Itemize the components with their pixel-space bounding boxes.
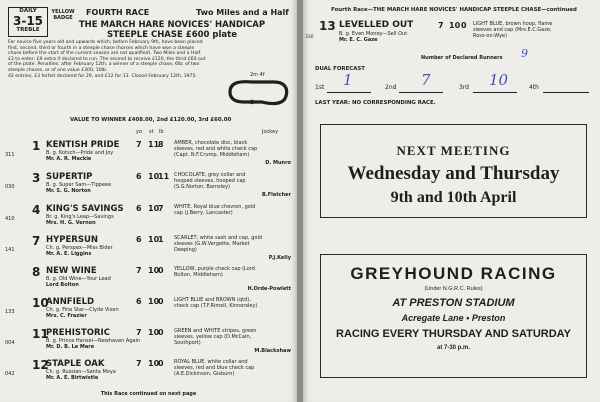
runner-form: 141 xyxy=(5,247,15,253)
runner-name: STAPLE OAK xyxy=(46,359,105,369)
runner-form: 133 xyxy=(5,309,15,315)
runner-number: 13 xyxy=(319,19,336,33)
place-4th-label: 4th xyxy=(529,84,539,91)
runner-number: 7 xyxy=(32,234,41,248)
place-1st-label: 1st xyxy=(315,84,325,91)
place-1st-handwritten: 1 xyxy=(343,71,353,89)
runner-pounds: 0 xyxy=(158,266,164,275)
runner-colours: WHITE, Royal blue chevron, gold cap (J.Berry, Lancaster) xyxy=(174,204,256,216)
runner-number: 10 xyxy=(32,296,49,310)
runner-pounds: 0 xyxy=(158,359,164,368)
runner-name: NEW WINE xyxy=(46,266,97,276)
race-title xyxy=(54,20,290,40)
runner-number: 1 xyxy=(32,139,41,153)
runner-colours: YELLOW, purple check cap (Lord Bolton, Middleham) xyxy=(174,266,255,278)
runner-name: KING'S SAVINGS xyxy=(46,204,124,214)
runner-age: 7 xyxy=(136,328,142,337)
runner-form: 410 xyxy=(5,216,15,222)
course-label: 2m 4f xyxy=(250,72,265,78)
runner-pedigree: Ch. g. Perspex—Miss Bider xyxy=(46,245,113,251)
conditions-text: For novice five years old and upwards which, before February 9th, have been placed first, second, third or fourth in a steeple chase (horses which have won a steeple chase before the start of the current season are not qualified). Two Miles and a Half. £3 to enter; £9 extra if declared to run. The second to receive £120, the third £60 out of the plate. Penalties: after February 12th, a winner of a steeple chase, 6lb; of two steeple chases, or of one value £300, 10lb. xyxy=(8,40,206,73)
right-page xyxy=(303,0,600,402)
runner-age: 6 xyxy=(136,297,142,306)
runner-name: SUPERTIP xyxy=(46,172,93,182)
next-meeting-box xyxy=(320,124,587,218)
runner-form: 330 xyxy=(305,35,314,40)
place-1st-line xyxy=(327,92,371,93)
runner-owner: Mr. E. C. Gaze xyxy=(339,37,378,43)
runner-number: 3 xyxy=(32,171,41,185)
continued-note: This Race continued on next page xyxy=(100,391,197,397)
declared-runners-label: Number of Declared Runners xyxy=(421,55,503,61)
runner-owner: Mr. S. G. Norton xyxy=(46,188,91,194)
runner-jockey: H.Orde-Powlett xyxy=(247,286,291,292)
runner-stones: 10 xyxy=(148,172,160,181)
runner-pounds: 1 xyxy=(158,235,164,244)
runner-pounds: 0 xyxy=(461,21,467,30)
runner-number: 12 xyxy=(32,358,49,372)
place-2nd-label: 2nd xyxy=(385,84,397,91)
race-distance: Two Miles and a Half xyxy=(196,8,289,17)
runner-stones: 10 xyxy=(449,21,461,30)
runner-row xyxy=(0,202,297,236)
runner-name: LEVELLED OUT xyxy=(339,20,414,30)
greyhound-address: Acregate Lane • Preston xyxy=(401,313,506,323)
runner-row xyxy=(0,264,297,298)
runner-stones: 10 xyxy=(148,297,160,306)
runner-colours: AMBER, chocolate disc, black sleeves, red and white check cap (Capt. N.F.Crump, Middleham) xyxy=(174,140,258,158)
runner-number: 11 xyxy=(32,327,49,341)
runner-colours: LIGHT BLUE, brown hoop, flame sleeves and cap (Mrs.E.C.Gaze, Ross-on-Wye) xyxy=(473,21,553,39)
runner-pedigree: Br. g. King's Leap—Savings xyxy=(46,214,114,220)
runner-name: KENTISH PRIDE xyxy=(46,140,120,150)
runner-pounds: 0 xyxy=(158,297,164,306)
runner-stones: 10 xyxy=(148,359,160,368)
yellow-badge-label: YELLOW BADGE xyxy=(51,9,75,21)
daily-treble-box xyxy=(8,7,48,37)
runner-pounds: 7 xyxy=(158,204,164,213)
col-jockey-header: Jockey xyxy=(262,129,279,135)
left-page xyxy=(0,0,297,402)
place-2nd-handwritten: 7 xyxy=(421,71,431,89)
runner-owner: Mrs. H. G. Vernon xyxy=(46,220,96,226)
runner-pedigree: B. g. Old Wine—Your Lead xyxy=(46,276,111,282)
runner-pedigree: B. g. Super Sam—Tippeee xyxy=(46,182,112,188)
runner-jockey: B.Fletcher xyxy=(261,192,291,198)
runner-row xyxy=(0,357,297,391)
race-number: FOURTH RACE xyxy=(86,8,150,17)
runner-age: 6 xyxy=(136,172,142,181)
runner-number: 4 xyxy=(32,203,41,217)
runner-form: 042 xyxy=(5,371,15,377)
place-4th-line xyxy=(543,92,589,93)
runner-age: 7 xyxy=(136,359,142,368)
greyhound-title: GREYHOUND RACING xyxy=(350,264,557,283)
runner-row xyxy=(0,138,297,172)
runner-pedigree: B. g. Prince Hansel—Newhaven Again xyxy=(46,338,141,344)
col-age-header: yo xyxy=(136,129,143,135)
runner-owner: Mr. A. E. Birtwistle xyxy=(46,375,99,381)
runner-pedigree: B. g. Kotsch—Pride and Joy xyxy=(46,150,114,156)
col-lb-header: lb xyxy=(159,129,164,135)
runner-row xyxy=(0,233,297,267)
col-st-header: st xyxy=(149,129,154,135)
runner-name: PREHISTORIC xyxy=(46,328,110,338)
greyhound-rules: (Under N.G.R.C. Rules) xyxy=(424,286,483,292)
runner-pedigree: Ch. g. Russian—Santa Moya xyxy=(46,369,116,375)
race-title-line2: STEEPLE CHASE £600 plate xyxy=(107,30,237,40)
runner-stones: 11 xyxy=(148,140,160,149)
runner-row xyxy=(0,295,297,329)
runner-age: 6 xyxy=(136,235,142,244)
place-3rd-handwritten: 10 xyxy=(489,71,509,89)
runner-age: 6 xyxy=(136,204,142,213)
runner-number: 8 xyxy=(32,265,41,279)
greyhound-advert-box xyxy=(320,254,587,378)
race-conditions xyxy=(8,40,208,79)
entries-note: 42 entries, £3 forfeit declared for 29, and £12 for 13. Closed February 12th, 1975. xyxy=(8,73,197,79)
declared-runners-handwritten: 9 xyxy=(521,47,528,60)
runner-age: 7 xyxy=(136,266,142,275)
runner-row xyxy=(0,170,297,204)
runner-age: 7 xyxy=(438,21,444,30)
next-meeting-dates: 9th and 10th April xyxy=(390,189,517,206)
next-meeting-days: Wednesday and Thursday xyxy=(347,163,560,184)
runner-jockey: M.Blackshaw xyxy=(254,348,291,354)
winning-post-icon xyxy=(250,100,254,104)
continued-header: Fourth Race—THE MARCH HARE NOVICES' HANDICAP STEEPLE CHASE—continued xyxy=(331,7,577,13)
runner-jockey: D. Munro xyxy=(265,160,291,166)
runner-colours: LIGHT BLUE and BROWN (qtd), check cap (T.F.Rimell, Kinnersley) xyxy=(174,297,258,309)
runner-form: 311 xyxy=(5,152,15,158)
runner-stones: 10 xyxy=(148,235,160,244)
runner-pounds: 0 xyxy=(158,328,164,337)
box-line-1: DAILY xyxy=(19,8,37,14)
greyhound-days: RACING EVERY THURSDAY AND SATURDAY xyxy=(336,328,571,340)
place-2nd-line xyxy=(399,92,443,93)
runner-pounds: 11 xyxy=(158,172,170,181)
box-line-3: TREBLE xyxy=(16,27,40,33)
runner-age: 7 xyxy=(136,140,142,149)
runner-owner: Mr. D. B. Le Mare xyxy=(46,344,95,350)
race-title-line1: THE MARCH HARE NOVICES' HANDICAP xyxy=(78,20,266,30)
runner-pounds: 8 xyxy=(158,140,164,149)
runner-pedigree: B. g. Even Money—Sell Out xyxy=(339,31,408,37)
runner-stones: 10 xyxy=(148,266,160,275)
runner-owner: Mr. A. E. Liggins xyxy=(46,251,92,257)
runner-jockey: P.J.Kelly xyxy=(268,255,291,261)
runner-stones: 10 xyxy=(148,328,160,337)
runner-owner: Mrs. C. Frazier xyxy=(46,313,87,319)
dual-forecast-label: DUAL FORECAST xyxy=(315,66,365,72)
runner-colours: SCARLET, white sash and cap, gold sleeves (G.W.Vergette, Market Deeping) xyxy=(174,235,263,253)
next-meeting-title: NEXT MEETING xyxy=(396,143,511,158)
runner-stones: 10 xyxy=(148,204,160,213)
runner-colours: ROYAL BLUE, white collar and sleeves, red and blue check cap (A.E.Dickinson, Gisburn) xyxy=(174,359,255,377)
runner-name: ANNFIELD xyxy=(46,297,95,307)
race-value: VALUE TO WINNER £408.00, 2nd £120.00, 3rd £60.00 xyxy=(70,117,232,123)
runner-owner: Mr. A. R. Mackie xyxy=(46,156,92,162)
runner-row xyxy=(0,326,297,360)
runner-row xyxy=(303,19,600,49)
course-map-icon xyxy=(222,78,292,108)
runner-name: HYPERSUN xyxy=(46,235,98,245)
greyhound-time: at 7-30 p.m. xyxy=(436,345,470,351)
runner-colours: CHOCOLATE, grey collar and hooped sleeves, hooped cap (S.G.Norton, Barnsley) xyxy=(174,172,246,190)
runner-form: 030 xyxy=(5,184,15,190)
box-line-2: 3-15 xyxy=(12,14,44,28)
runner-form: 004 xyxy=(5,340,15,346)
runner-owner: Lord Bolton xyxy=(46,282,79,288)
place-3rd-line xyxy=(473,92,517,93)
last-year-note: LAST YEAR: NO CORRESPONDING RACE. xyxy=(315,100,436,106)
runner-pedigree: Ch. g. Fine Star—Clyde Vixen xyxy=(46,307,119,313)
greyhound-venue: AT PRESTON STADIUM xyxy=(392,297,515,309)
runner-colours: GREEN and WHITE stripes, green sleeves, yellow cap (D.McCain, Southport) xyxy=(174,328,257,346)
place-3rd-label: 3rd xyxy=(459,84,469,91)
